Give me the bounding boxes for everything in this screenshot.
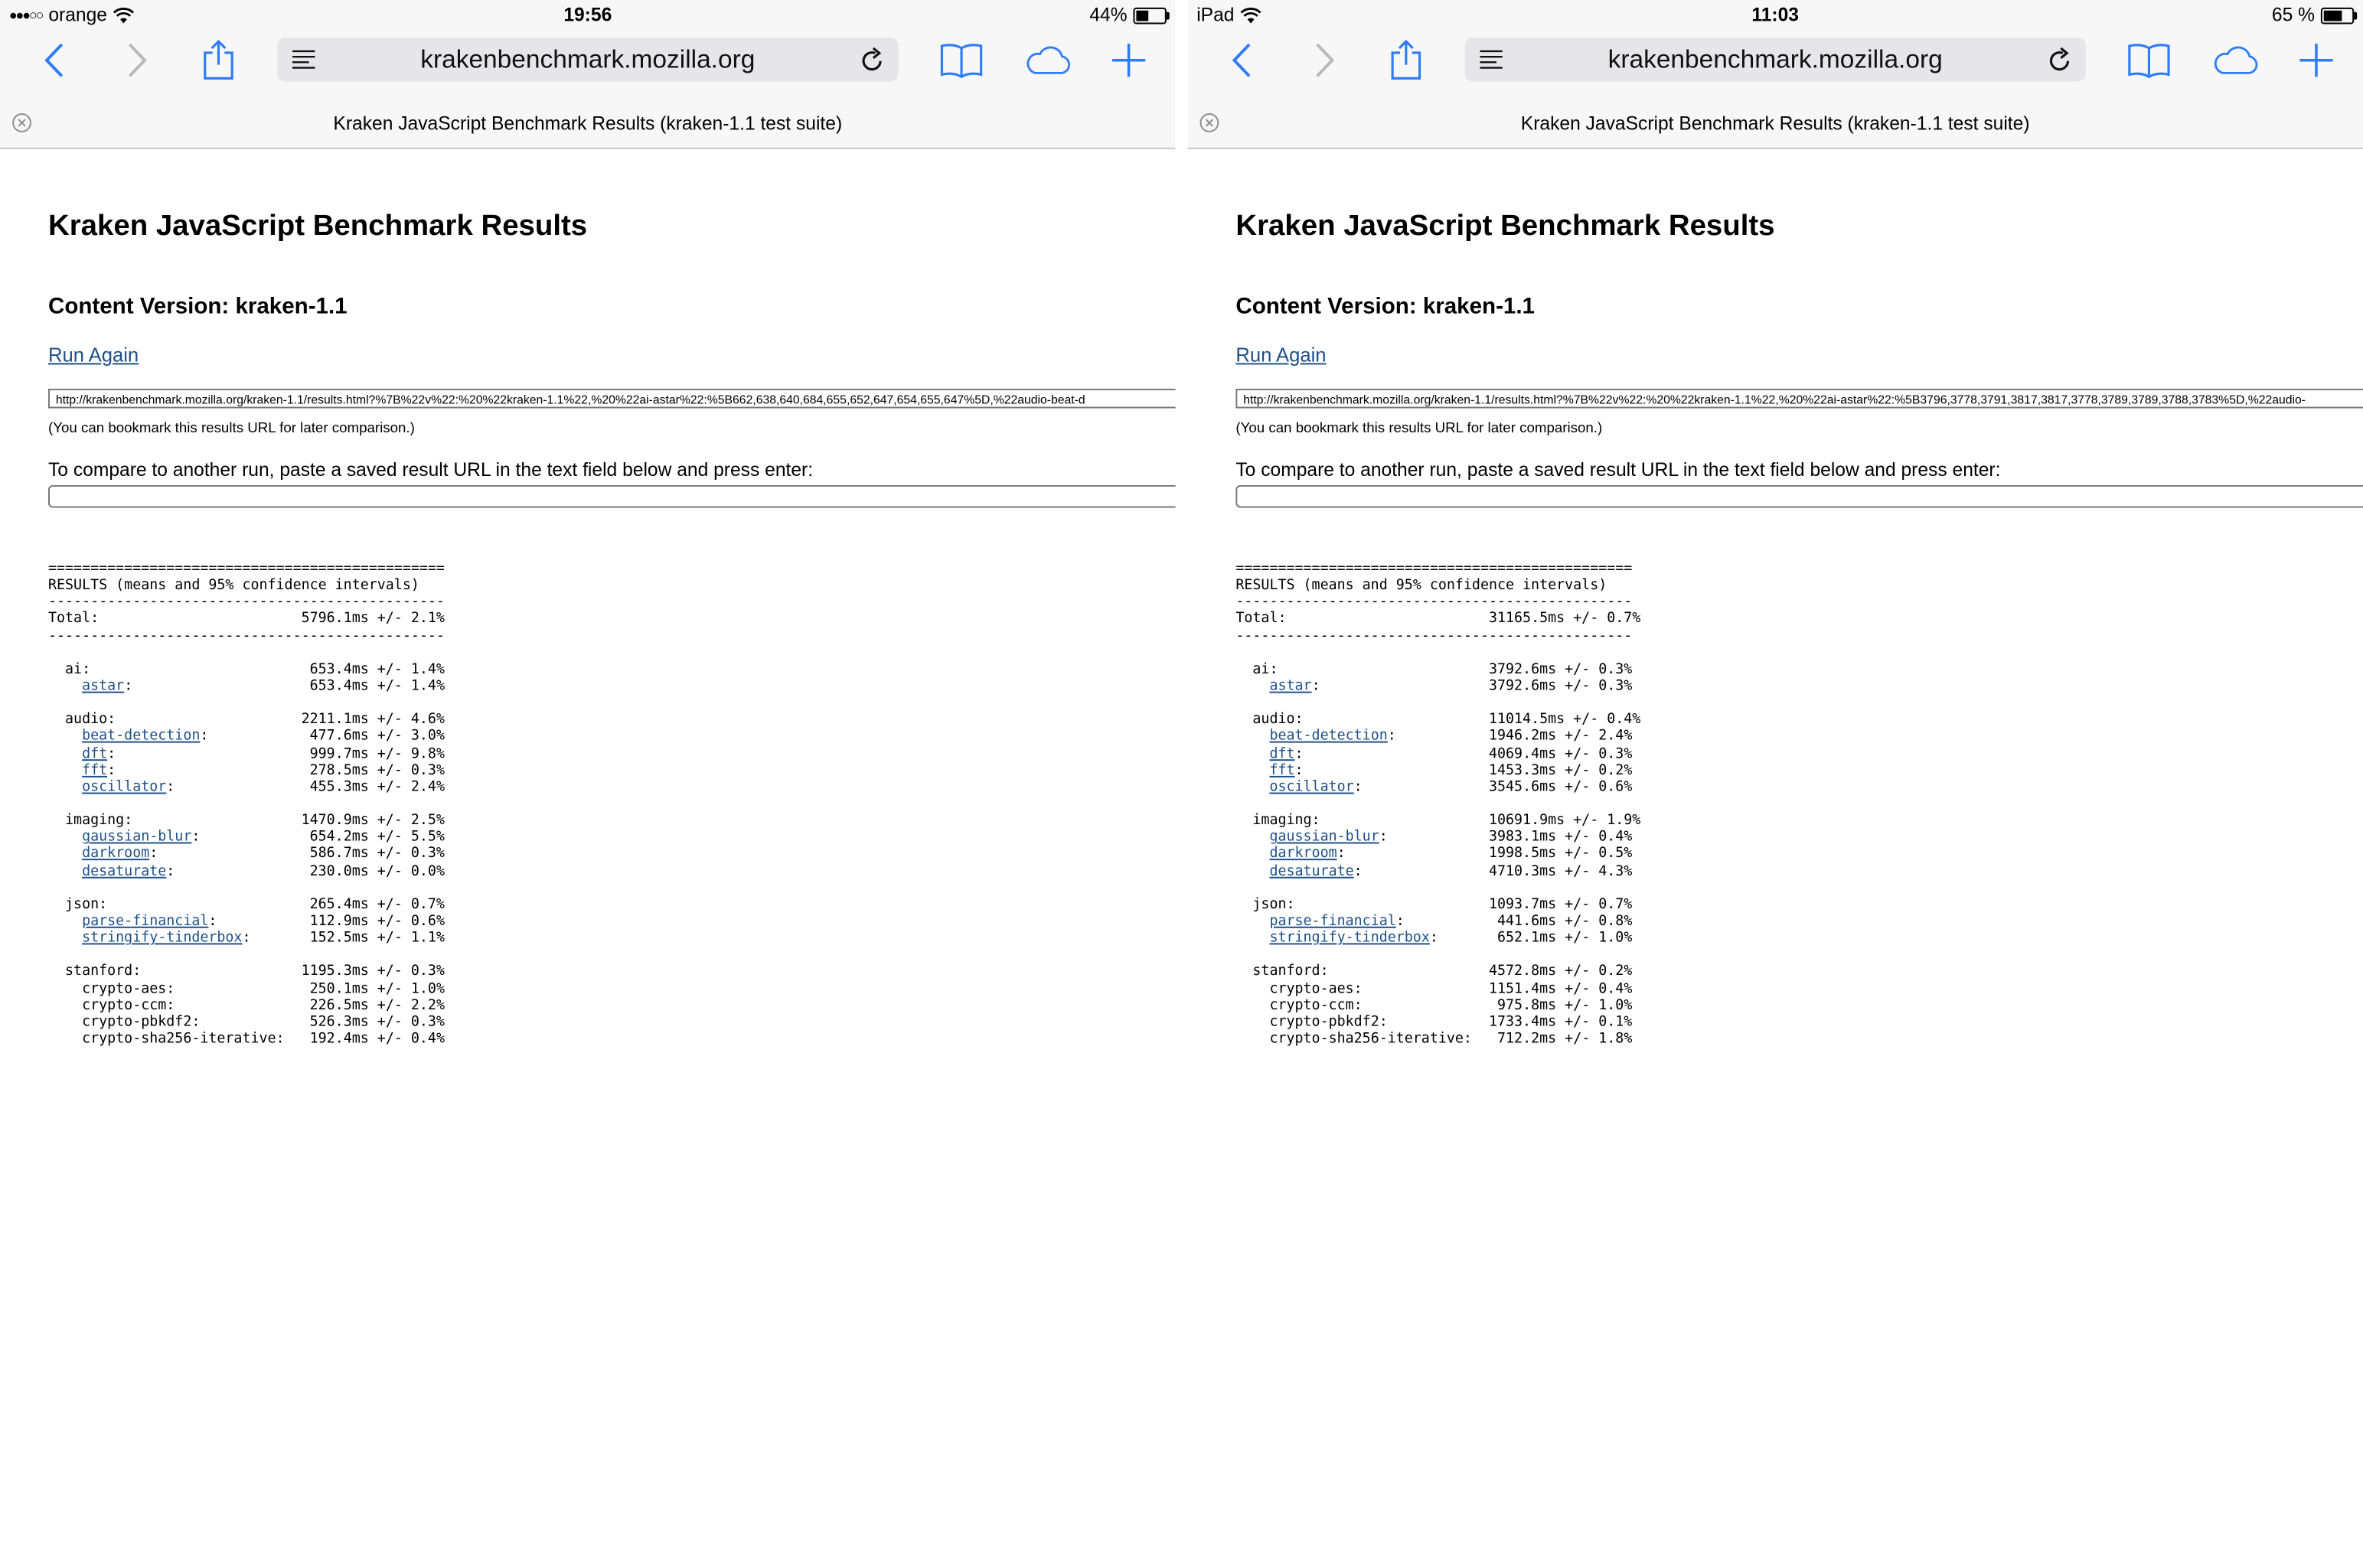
test-value: 1453.3ms +/- 0.2% <box>1489 761 1633 779</box>
test-row <box>48 678 445 695</box>
colon: : <box>1353 996 1490 1014</box>
spacer <box>1235 695 1640 712</box>
test-link-oscillator[interactable]: oscillator <box>82 778 167 796</box>
battery-percent: 44% <box>1089 4 1128 26</box>
total-row <box>1235 611 1640 628</box>
test-value: 278.5ms +/- 0.3% <box>301 761 445 779</box>
group-row <box>48 812 445 829</box>
test-link-fft[interactable]: fft <box>82 761 108 779</box>
indent <box>1235 913 1269 930</box>
test-value: 586.7ms +/- 0.3% <box>301 846 445 862</box>
total-value: 5796.1ms +/- 2.1% <box>301 611 445 628</box>
group-value: 1470.9ms +/- 2.5% <box>301 812 445 830</box>
icloud-tabs-icon <box>1023 44 1072 77</box>
indent <box>48 930 82 947</box>
status-bar <box>0 0 1176 30</box>
test-name: crypto-ccm <box>82 996 167 1014</box>
safari-toolbar <box>0 30 1176 90</box>
test-row <box>1235 1031 1640 1048</box>
spacer <box>1235 879 1640 896</box>
test-row <box>48 829 445 846</box>
test-link-dft[interactable]: dft <box>82 745 108 762</box>
test-link-parse-financial[interactable]: parse-financial <box>82 912 209 930</box>
indent <box>48 1031 82 1048</box>
test-name: crypto-aes <box>1269 980 1354 997</box>
status-bar <box>1187 0 2363 30</box>
ipad-safari-screen <box>1187 0 2363 1568</box>
test-row <box>1235 980 1640 997</box>
screen-divider <box>1176 0 1188 1568</box>
carrier-label: orange <box>48 4 108 26</box>
colon: : <box>1395 912 1490 930</box>
test-row <box>1235 913 1640 930</box>
group-name: imaging: <box>48 812 302 830</box>
test-value: 441.6ms +/- 0.8% <box>1489 912 1633 930</box>
group-name: audio: <box>48 711 302 729</box>
run-again-link[interactable]: Run Again <box>48 343 139 367</box>
address-bar[interactable] <box>277 37 898 81</box>
reload-icon[interactable] <box>2048 47 2073 72</box>
test-value: 526.3ms +/- 0.3% <box>301 1013 445 1031</box>
test-row <box>48 779 445 796</box>
test-value: 999.7ms +/- 9.8% <box>301 745 445 762</box>
test-row <box>1235 729 1640 745</box>
test-row <box>1235 846 1640 862</box>
colon: : <box>166 778 302 796</box>
group-name: ai: <box>48 660 302 678</box>
indent <box>1235 980 1269 997</box>
colon: : <box>107 761 302 779</box>
indent <box>1235 846 1269 862</box>
forward-button[interactable] <box>113 36 162 84</box>
status-time: 19:56 <box>563 4 612 26</box>
icloud-tabs-button[interactable] <box>2211 36 2259 84</box>
ipad-safari-screen <box>0 0 1176 1568</box>
share-button[interactable] <box>1382 36 1430 84</box>
indent <box>1235 829 1269 846</box>
indent <box>1235 997 1269 1014</box>
group-value: 11014.5ms +/- 0.4% <box>1488 711 1641 729</box>
indent <box>48 779 82 796</box>
tab-title[interactable]: Kraken JavaScript Benchmark Results (kraken-1.1 test suite) <box>333 112 843 135</box>
total-row <box>48 611 445 628</box>
test-name: crypto-sha256-iterative <box>82 1030 276 1048</box>
indent <box>48 913 82 930</box>
test-link-darkroom[interactable]: darkroom <box>82 846 150 862</box>
forward-chevron-icon <box>1314 42 1336 78</box>
results-header: RESULTS (means and 95% confidence intervals) <box>1235 577 1607 594</box>
colon: : <box>1337 846 1489 862</box>
indent <box>1235 729 1269 745</box>
address-text: krakenbenchmark.mozilla.org <box>420 45 756 74</box>
indent <box>1235 745 1269 762</box>
indent <box>1235 1014 1269 1031</box>
indent <box>48 762 82 779</box>
battery-fill <box>2324 10 2342 21</box>
share-icon <box>202 39 235 81</box>
colon: : <box>1379 829 1489 846</box>
colon: : <box>107 745 302 762</box>
bookmarks-icon <box>2128 42 2170 78</box>
back-chevron-icon <box>44 42 65 78</box>
page-title: Kraken JavaScript Benchmark Results <box>1235 209 1775 243</box>
test-value: 230.0ms +/- 0.0% <box>301 862 445 879</box>
test-row <box>1235 1014 1640 1031</box>
test-link-beat-detection[interactable]: beat-detection <box>1269 728 1388 745</box>
content-version: Content Version: kraken-1.1 <box>48 293 348 320</box>
test-row <box>48 913 445 930</box>
compare-url-input[interactable] <box>48 485 1176 508</box>
status-right <box>2272 5 2354 26</box>
back-chevron-icon <box>1231 42 1252 78</box>
colon: : <box>1387 728 1490 745</box>
back-button[interactable] <box>1218 36 1266 84</box>
test-row <box>48 729 445 745</box>
spacer <box>1235 795 1640 812</box>
colon: : <box>200 728 302 745</box>
test-value: 4069.4ms +/- 0.3% <box>1489 745 1633 762</box>
spacer <box>1235 947 1640 963</box>
colon: : <box>1463 1030 1490 1048</box>
group-name: stanford: <box>1235 963 1489 980</box>
group-name: stanford: <box>48 963 302 980</box>
test-value: 455.3ms +/- 2.4% <box>301 778 445 796</box>
test-row <box>1235 779 1640 796</box>
share-icon <box>1389 39 1422 81</box>
colon: : <box>276 1030 302 1048</box>
indent <box>48 997 82 1014</box>
test-row <box>1235 829 1640 846</box>
test-value: 477.6ms +/- 3.0% <box>301 728 445 745</box>
colon: : <box>124 677 302 695</box>
colon: : <box>166 980 302 997</box>
test-row <box>1235 762 1640 779</box>
group-name: imaging: <box>1235 812 1489 830</box>
test-value: 112.9ms +/- 0.6% <box>301 912 445 930</box>
new-tab-button[interactable] <box>2292 36 2340 84</box>
test-link-dft[interactable]: dft <box>1269 745 1295 762</box>
group-value: 2211.1ms +/- 4.6% <box>301 711 445 729</box>
group-row <box>48 963 445 980</box>
test-row <box>48 1031 445 1048</box>
page-title: Kraken JavaScript Benchmark Results <box>48 209 588 243</box>
colon: : <box>1311 677 1490 695</box>
colon: : <box>1353 778 1490 796</box>
spacer <box>48 947 445 963</box>
new-tab-icon <box>2298 42 2334 78</box>
icloud-tabs-icon <box>2211 44 2259 77</box>
icloud-tabs-button[interactable] <box>1023 36 1072 84</box>
test-row <box>1235 930 1640 947</box>
bookmarks-button[interactable] <box>2125 36 2173 84</box>
group-row <box>48 896 445 913</box>
carrier-label: iPad <box>1196 4 1235 26</box>
group-name: audio: <box>1235 711 1489 729</box>
content-version: Content Version: kraken-1.1 <box>1235 293 1535 320</box>
test-value: 226.5ms +/- 2.2% <box>301 996 445 1014</box>
tab-title[interactable]: Kraken JavaScript Benchmark Results (kraken-1.1 test suite) <box>1520 112 2030 135</box>
spacer <box>48 795 445 812</box>
spacer <box>1235 644 1640 661</box>
group-row <box>48 661 445 678</box>
test-row <box>48 862 445 879</box>
test-link-desaturate[interactable]: desaturate <box>82 862 167 879</box>
test-value: 3983.1ms +/- 0.4% <box>1488 829 1633 846</box>
group-value: 1195.3ms +/- 0.3% <box>301 963 445 980</box>
group-name: json: <box>48 896 302 913</box>
result-url-field[interactable]: http://krakenbenchmark.mozilla.org/kraken-1.1/results.html?%7B%22v%22:%20%22kraken-1.1%22,%20%22ai-astar%22:%5B662,638,640,684,655,652,647,654,655,647%5D,%22audio-beat-d <box>48 389 1176 409</box>
test-link-astar[interactable]: astar <box>82 677 125 695</box>
indent <box>1235 678 1269 695</box>
colon: : <box>149 846 302 862</box>
test-value: 152.5ms +/- 1.1% <box>301 929 445 947</box>
indent <box>1235 1031 1269 1048</box>
test-link-parse-financial[interactable]: parse-financial <box>1269 912 1396 930</box>
colon: : <box>1294 761 1490 779</box>
test-link-desaturate[interactable]: desaturate <box>1269 862 1354 879</box>
total-value: 31165.5ms +/- 0.7% <box>1488 611 1641 628</box>
results-rule-double: =============================================== <box>48 560 445 578</box>
results-rule-double: =============================================== <box>1235 560 1633 578</box>
new-tab-button[interactable] <box>1105 36 1153 84</box>
test-value: 1151.4ms +/- 0.4% <box>1489 980 1633 997</box>
test-link-darkroom[interactable]: darkroom <box>1269 846 1337 862</box>
indent <box>48 678 82 695</box>
signal-strength-icon: ●●●○○ <box>8 7 43 23</box>
group-row <box>1235 661 1640 678</box>
share-button[interactable] <box>194 36 243 84</box>
indent <box>48 745 82 762</box>
test-link-stringify-tinderbox[interactable]: stringify-tinderbox <box>82 929 243 947</box>
test-value: 4710.3ms +/- 4.3% <box>1489 862 1633 879</box>
colon: : <box>166 862 302 879</box>
test-row <box>48 846 445 862</box>
bookmarks-button[interactable] <box>938 36 986 84</box>
test-value: 1946.2ms +/- 2.4% <box>1489 728 1633 745</box>
test-name: crypto-aes <box>82 980 167 997</box>
address-bar[interactable] <box>1465 37 2086 81</box>
test-row <box>1235 862 1640 879</box>
indent <box>1235 930 1269 947</box>
back-button[interactable] <box>30 36 78 84</box>
result-url-field[interactable]: http://krakenbenchmark.mozilla.org/kraken-1.1/results.html?%7B%22v%22:%20%22kraken-1.1%22,%20%22ai-astar%22:%5B3796,3778,3791,3817,3817,3778,3789,3789,3788,3783%5D,%22audio- <box>1235 389 2363 409</box>
group-value: 1093.7ms +/- 0.7% <box>1488 896 1633 913</box>
test-row <box>48 930 445 947</box>
test-row <box>48 762 445 779</box>
forward-button[interactable] <box>1301 36 1349 84</box>
total-label: Total: <box>1235 611 1489 628</box>
group-row <box>1235 896 1640 913</box>
compare-prompt: To compare to another run, paste a saved result URL in the text field below and press enter: <box>48 459 814 481</box>
colon: : <box>208 912 302 930</box>
test-link-gaussian-blur[interactable]: gaussian-blur <box>1269 829 1379 846</box>
compare-url-input[interactable] <box>1235 485 2363 508</box>
test-value: 192.4ms +/- 0.4% <box>301 1030 445 1048</box>
colon: : <box>1353 980 1490 997</box>
status-right <box>1089 5 1166 26</box>
test-row <box>1235 745 1640 762</box>
test-value: 3545.6ms +/- 0.6% <box>1489 778 1633 796</box>
group-name: json: <box>1235 896 1489 913</box>
test-value: 653.4ms +/- 1.4% <box>301 677 445 695</box>
colon: : <box>191 829 302 846</box>
run-again-link[interactable]: Run Again <box>1235 343 1327 367</box>
results-rule: ----------------------------------------------- <box>48 628 445 644</box>
total-label: Total: <box>48 611 302 628</box>
forward-chevron-icon <box>126 42 148 78</box>
test-value: 3792.6ms +/- 0.3% <box>1489 677 1633 695</box>
indent <box>48 729 82 745</box>
colon: : <box>1294 745 1490 762</box>
group-row <box>1235 812 1640 829</box>
indent <box>1235 762 1269 779</box>
indent <box>48 980 82 997</box>
results-rule: ----------------------------------------------- <box>1235 628 1633 644</box>
test-row <box>48 1014 445 1031</box>
battery-percent: 65 % <box>2271 4 2315 26</box>
safari-toolbar <box>1187 30 2363 90</box>
new-tab-icon <box>1111 42 1147 78</box>
battery-fill <box>1136 10 1148 21</box>
test-row <box>48 997 445 1014</box>
group-row <box>48 712 445 729</box>
battery-icon <box>1134 7 1167 24</box>
group-value: 3792.6ms +/- 0.3% <box>1488 660 1633 678</box>
test-value: 1733.4ms +/- 0.1% <box>1488 1013 1633 1031</box>
test-link-fft[interactable]: fft <box>1269 761 1295 779</box>
bookmark-note: (You can bookmark this results URL for later comparison.) <box>48 420 415 437</box>
reload-icon[interactable] <box>860 47 885 72</box>
colon: : <box>1353 862 1490 879</box>
test-name: crypto-pbkdf2 <box>1269 1013 1379 1031</box>
safari-chrome <box>0 0 1176 149</box>
test-name: crypto-ccm <box>1269 996 1354 1014</box>
results-rule: ----------------------------------------------- <box>48 594 445 611</box>
indent <box>1235 779 1269 796</box>
indent <box>1235 862 1269 879</box>
spacer <box>48 695 445 712</box>
indent <box>48 862 82 879</box>
group-value: 653.4ms +/- 1.4% <box>301 660 445 678</box>
test-value: 654.2ms +/- 5.5% <box>301 829 445 846</box>
test-value: 712.2ms +/- 1.8% <box>1489 1030 1633 1048</box>
colon: : <box>242 929 302 947</box>
compare-prompt: To compare to another run, paste a saved result URL in the text field below and press enter: <box>1235 459 2001 481</box>
test-link-gaussian-blur[interactable]: gaussian-blur <box>82 829 192 846</box>
spacer <box>48 644 445 661</box>
test-link-beat-detection[interactable]: beat-detection <box>82 728 201 745</box>
colon: : <box>1379 1013 1489 1031</box>
test-name: crypto-pbkdf2 <box>82 1013 192 1031</box>
colon: : <box>166 996 302 1014</box>
bookmarks-icon <box>941 42 983 78</box>
group-name: ai: <box>1235 660 1489 678</box>
battery-icon <box>2321 7 2354 24</box>
status-time: 11:03 <box>1751 4 1799 26</box>
colon: : <box>1429 929 1490 947</box>
test-link-oscillator[interactable]: oscillator <box>1269 778 1354 796</box>
safari-chrome <box>1187 0 2363 149</box>
test-value: 250.1ms +/- 1.0% <box>301 980 445 997</box>
results-block <box>48 560 445 1047</box>
indent <box>48 829 82 846</box>
test-link-astar[interactable]: astar <box>1269 677 1312 695</box>
group-value: 4572.8ms +/- 0.2% <box>1488 963 1633 980</box>
results-header: RESULTS (means and 95% confidence intervals) <box>48 577 419 594</box>
test-value: 975.8ms +/- 1.0% <box>1489 996 1633 1014</box>
test-name: crypto-sha256-iterative <box>1269 1030 1464 1048</box>
spacer <box>48 879 445 896</box>
results-rule: ----------------------------------------------- <box>1235 594 1633 611</box>
tab-bar <box>1187 96 2363 148</box>
tab-bar <box>0 96 1176 148</box>
test-row <box>48 745 445 762</box>
indent <box>48 846 82 862</box>
test-row <box>1235 678 1640 695</box>
results-block <box>1235 560 1640 1047</box>
group-row <box>1235 963 1640 980</box>
colon: : <box>191 1013 302 1031</box>
group-row <box>1235 712 1640 729</box>
group-value: 265.4ms +/- 0.7% <box>301 896 445 913</box>
test-row <box>1235 997 1640 1014</box>
test-value: 652.1ms +/- 1.0% <box>1489 929 1633 947</box>
address-text: krakenbenchmark.mozilla.org <box>1607 45 1943 74</box>
group-value: 10691.9ms +/- 1.9% <box>1488 812 1641 830</box>
test-link-stringify-tinderbox[interactable]: stringify-tinderbox <box>1269 929 1430 947</box>
test-value: 1998.5ms +/- 0.5% <box>1488 846 1633 862</box>
bookmark-note: (You can bookmark this results URL for later comparison.) <box>1235 420 1603 437</box>
indent <box>48 1014 82 1031</box>
test-row <box>48 980 445 997</box>
